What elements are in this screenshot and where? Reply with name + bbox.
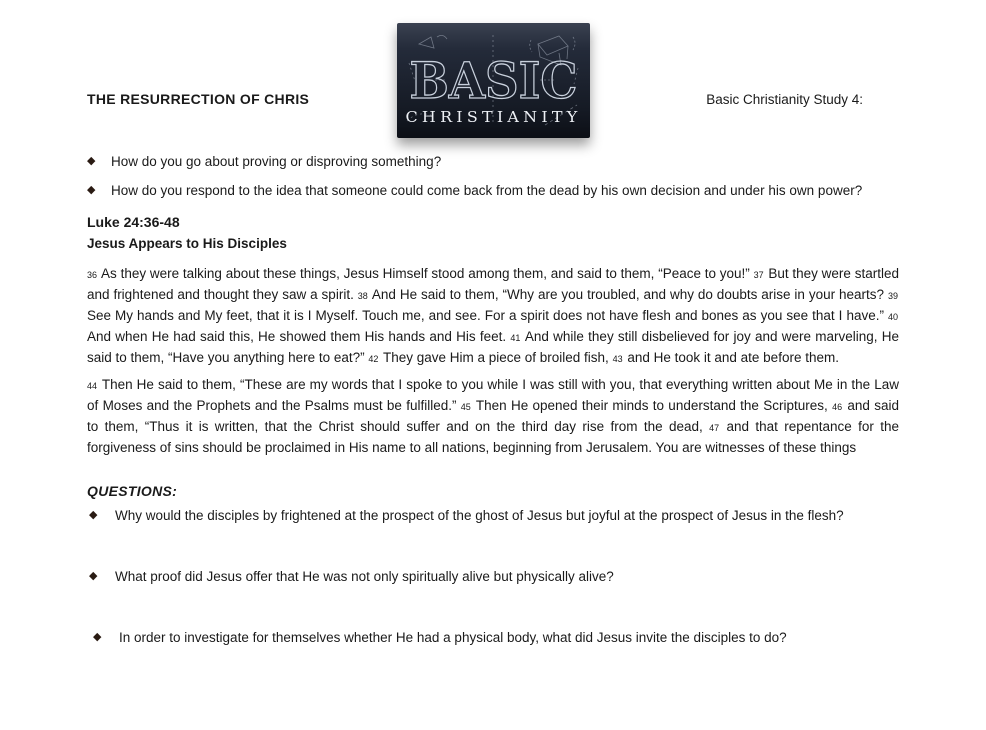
questions-list	[87, 506, 899, 647]
verse-number: 47	[709, 423, 720, 433]
questions-section-heading: QUESTIONS:	[87, 483, 178, 499]
verse-number: 36	[87, 270, 98, 280]
list-item	[87, 567, 899, 586]
scripture-paragraph-2: 44 Then He said to them, “These are my words that I spoke to you while I was still with you, that everything written about Me in the Law of Moses and the Prophets and the Psalms must be fulfilled.” 45 Then He opened their minds to understand the Scriptures, 46 and said to them, “Thus it is written, that the Christ should suffer and on the third day rise from the dead, 47 and that repentance for the forgiveness of sins should be proclaimed in His name to all nations, beginning from Jerusalem. You are witnesses of these things	[87, 377, 899, 455]
basic-christianity-logo	[397, 23, 590, 138]
diamond-bullet-icon: ◆	[87, 155, 96, 167]
question-text: Why would the disciples by frightened at the prospect of the ghost of Jesus but joyful at the prospect of Jesus in the flesh?	[115, 508, 844, 523]
intro-question-list	[87, 152, 899, 200]
list-item	[87, 506, 899, 525]
verse-number: 38	[357, 291, 368, 301]
question-text: What proof did Jesus offer that He was not only spiritually alive but physically alive?	[115, 569, 614, 584]
list-item	[87, 181, 899, 200]
scripture-reference: Luke 24:36-48	[87, 214, 180, 230]
diamond-bullet-icon: ◆	[93, 631, 102, 643]
question-text: In order to investigate for themselves whether He had a physical body, what did Jesus invite the disciples to do?	[119, 630, 787, 645]
verse-number: 41	[510, 333, 521, 343]
diamond-bullet-icon: ◆	[87, 184, 96, 196]
scripture-paragraph-1: 36 As they were talking about these things, Jesus Himself stood among them, and said to them, “Peace to you!” 37 But they were startled and frightened and thought they saw a spirit. 38 And He said to them, “Why are you troubled, and why do doubts arise in your hearts? 39 See My hands and My feet, that it is I Myself. Touch me, and see. For a spirit does not have flesh and bones as you see that I have.” 40 And when He had said this, He showed them His hands and His feet. 41 And while they still disbelieved for joy and were marveling, He said to them, “Have you anything here to eat?” 42 They gave Him a piece of broiled fish, 43 and He took it and ate before them.	[87, 266, 900, 365]
verse-number: 44	[87, 381, 98, 391]
study-series-label: Basic Christianity Study 4:	[706, 92, 863, 107]
verse-number: 43	[612, 354, 623, 364]
chalkboard-logo-image	[397, 23, 590, 138]
page-title: THE RESURRECTION OF CHRIS	[87, 91, 310, 107]
verse-number: 45	[460, 402, 471, 412]
verse-number: 40	[887, 312, 898, 322]
diamond-bullet-icon: ◆	[89, 509, 98, 521]
verse-number: 39	[887, 291, 898, 301]
diamond-bullet-icon: ◆	[89, 570, 98, 582]
verse-number: 37	[753, 270, 764, 280]
logo-word-christianity: CHRISTIANITY	[405, 108, 582, 126]
list-item	[87, 628, 899, 647]
scripture-heading: Jesus Appears to His Disciples	[87, 236, 287, 251]
logo-word-basic: BASIC	[409, 51, 578, 110]
intro-question-text: How do you go about proving or disproving something?	[111, 154, 442, 169]
verse-number: 42	[368, 354, 379, 364]
verse-number: 46	[832, 402, 843, 412]
list-item	[87, 152, 899, 171]
intro-question-text: How do you respond to the idea that someone could come back from the dead by his own decision and under his own power?	[111, 183, 863, 198]
